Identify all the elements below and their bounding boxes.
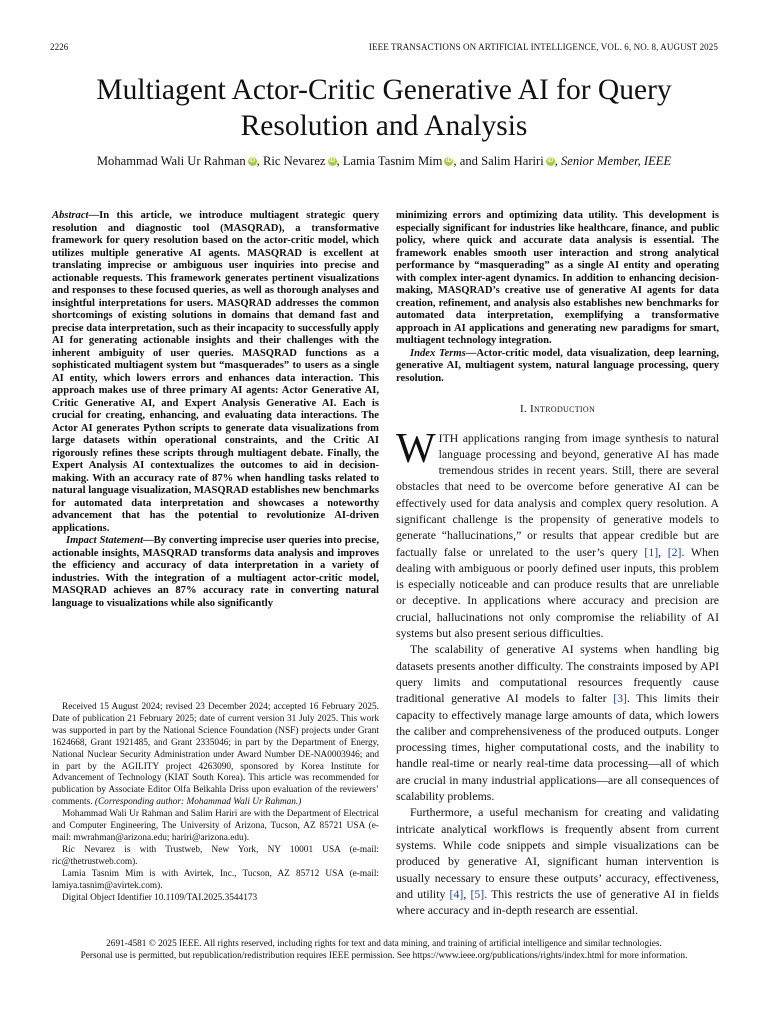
right-column (396, 210, 719, 918)
footnote-affiliation: Lamia Tasnim Mim is with Avirtek, Inc., Tucson, AZ 85712 USA (e-mail: lamiya.tasnim@avirtek.com). (52, 868, 379, 891)
footnote-received (52, 702, 379, 809)
paragraph-text: Furthermore, a useful mechanism for creating and validating intricate analytical workflows is frequently absent from current systems. While code snippets and simple visualizations can be produced by generative AI, significant human intervention is usually necessary to ensure these outputs’ accuracy, effectiveness, and utility (396, 805, 719, 901)
impact-statement-continued: minimizing errors and optimizing data utility. This development is especially significant for industries like healthcare, finance, and public policy, where quick and accurate data analysis is essential. The framework enables smooth user interaction and strong analytical performance by “masquerading” as a single AI entity and operating with complex inter-agent dynamics. In addition to enhancing decision-making, MASQRAD’s creative use of generative AI agents for data creation, refinement, and analysis also establishes new benchmarks for automated data interpretation, exemplifying a transformative approach in AI applications and generating new paradigms for smart, multiagent technology integration. (396, 210, 719, 346)
author-separator: , (336, 154, 343, 168)
author-separator: , (256, 154, 263, 168)
paragraph-text: , (658, 544, 668, 559)
citation-link[interactable]: [4] (449, 886, 464, 901)
orcid-icon[interactable]: iD (547, 158, 554, 164)
orcid-icon[interactable]: iD (249, 158, 256, 164)
footnote-affiliation: Mohammad Wali Ur Rahman and Salim Hariri are with the Department of Electrical and Computer Engineering, The University of Arizona, Tucson, AZ 85721 USA (e-mail: mwrahman@arizona.edu; hariri@arizona.edu). (52, 809, 379, 843)
copyright-notice (20, 938, 748, 962)
author-name: Mohammad Wali Ur Rahman (96, 154, 246, 168)
index-terms (396, 348, 719, 386)
paragraph-text: . When dealing with ambiguous or poorly defined user inputs, this problem is especially noticeable and can produce results that are unreliable or deceptive. In applications where accuracy and precision are crucial, hallucinations not only compromise the reliability of AI systems but also present serious difficulties. (396, 544, 719, 641)
author-conjunction: , and (453, 154, 482, 168)
intro-paragraph (396, 804, 719, 918)
footnote-text: Received 15 August 2024; revised 23 December 2024; accepted 16 February 2025. Date of publication 21 February 2025; date of current version 31 July 2025. This work was supported in part by the National Science Foundation (NSF) projects under Grant 1624668, Grant 1921485, and Grant 2335046; in part by the Department of Energy, National Nuclear Security Administration under Award Number DE-NA0003946; and in part by the AGILITY project 4263090, sponsored by Korea Institute for Advancement of Technology (KIAT South Korea). This article was recommended for publication by Associate Editor Olfa Belkahla Driss upon evaluation of the reviewers’ comments. (52, 702, 379, 808)
author-name: Salim Hariri (481, 154, 544, 168)
index-terms-text: —Actor-critic model, data visualization, deep learning, generative AI, multiagent system, natural language processing, query resolution. (396, 347, 719, 384)
paragraph-text: . This limits their capacity to effectively manage large amounts of data, which lowers the caliber and comprehensiveness of the produced outputs. Longer processing times, higher computational costs, and the inability to handle real-time or nearly real-time data processing—all of which are crucial in many industrial applications—are all consequences of scalability problems. (396, 691, 719, 804)
paper-title: Multiagent Actor-Critic Generative AI for Query Resolution and Analysis (96, 74, 672, 142)
footnote-affiliation: Ric Nevarez is with Trustweb, New York, NY 10001 USA (e-mail: ric@thetrustweb.com). (52, 844, 379, 867)
impact-text: —By converting imprecise user queries into precise, actionable insights, MASQRAD transforms data analysis and improves the efficiency and accuracy of data interpretation in a variety of industries. With the integration of a multiagent actor-critic model, MASQRAD achieves an 87% accuracy rate in converting natural language to visualizations while also significantly (52, 535, 379, 609)
orcid-icon[interactable]: iD (445, 158, 452, 164)
section-heading: I. Introduction (519, 403, 596, 415)
copyright-line: Personal use is permitted, but republication/redistribution requires IEEE permission. See https://www.ieee.org/publications/rights/index.html for more information. (80, 951, 688, 961)
author-name: Lamia Tasnim Mim (342, 154, 443, 168)
first-page-footnote (52, 702, 379, 904)
impact-label: Impact Statement (66, 535, 144, 546)
author-name: Ric Nevarez (262, 154, 326, 168)
left-column (52, 210, 379, 610)
intro-paragraph (396, 641, 719, 804)
journal-name: IEEE TRANSACTIONS ON ARTIFICIAL INTELLIGENCE, VOL. 6, NO. 8, AUGUST 2025 (368, 42, 718, 52)
citation-link[interactable]: [1] (644, 544, 659, 559)
copyright-line: 2691-4581 © 2025 IEEE. All rights reserved, including rights for text and data mining, and training of artificial intelligence and similar technologies. (106, 939, 662, 949)
page-number: 2226 (50, 42, 69, 52)
doi-line: Digital Object Identifier 10.1109/TAI.2025.3544173 (62, 892, 258, 903)
intro-paragraph (396, 425, 719, 642)
corresponding-author: (Corresponding author: Mohammad Wali Ur Rahman.) (94, 797, 302, 808)
orcid-icon[interactable]: iD (329, 158, 336, 164)
paragraph-text: The scalability of generative AI systems when handling big datasets presents another difficulty. The constraints imposed by API query limits and computational resources frequently cause traditional generative AI models to falter (396, 642, 719, 706)
citation-link[interactable]: [2] (667, 544, 682, 559)
paragraph-text: , (463, 886, 471, 901)
citation-link[interactable]: [5] (470, 886, 485, 901)
index-terms-label: Index Terms (410, 347, 466, 359)
drop-cap: W (396, 425, 436, 472)
abstract-text: —In this article, we introduce multiagent strategic query resolution and diagnostic tool (MASQRAD), a transformative framework for query resolution based on the actor-critic model, which utilizes multiple generative AI agents. MASQRAD is excellent at translating imprecise or ambiguous user inquiries into precise and actionable requests. This framework generates pertinent visualizations and responses to these focused queries, as well as thorough analyses and insightful interpretations for users. MASQRAD addresses the common shortcomings of existing solutions in domains that demand fast and precise data interpretation, such as their incapacity to successfully apply AI for generating actionable insights and their challenges with the inherent ambiguity of user queries. MASQRAD functions as a sophisticated multiagent system but “masquerades” to users as a single AI entity, which lowers errors and enhances data interaction. This approach makes use of three primary AI agents: Actor Generative AI, Critic Generative AI, and Expert Analysis Generative AI. Each is crucial for creating, enhancing, and evaluating data interactions. The Actor AI generates Python scripts to generate data visualizations from large datasets within operational constraints, and the Critic AI rigorously refines these scripts through multiagent debate. Finally, the Expert Analysis AI contextualizes the outcomes to aid in decision-making. With an accuracy rate of 87% when handling tasks related to natural language visualization, MASQRAD establishes new benchmarks for automated data interpretation and showcases a noteworthy advancement that has the potential to revolutionize AI-driven applications. (52, 210, 379, 534)
paragraph-text: ITH applications ranging from image synthesis to natural language processing and beyond, generative AI has made tremendous strides in recent years. Still, there are several obstacles that need to be overcome before generative AI can be effectively used for data analysis and complex query resolution. A significant challenge is the propensity of generative models to generate “hallucinations,” or results that appear credible but are factually false or unrelated to the user’s query (396, 430, 719, 559)
author-list (30, 152, 738, 170)
abstract (52, 210, 379, 535)
paragraph-text: . This restricts the use of generative AI in fields where accuracy and in-depth research are essential. (396, 886, 719, 918)
running-header (50, 42, 718, 56)
author-membership: , Senior Member, IEEE (554, 154, 672, 168)
abstract-label: Abstract (52, 210, 89, 221)
impact-statement (52, 535, 379, 610)
citation-link[interactable]: [3] (613, 691, 627, 706)
